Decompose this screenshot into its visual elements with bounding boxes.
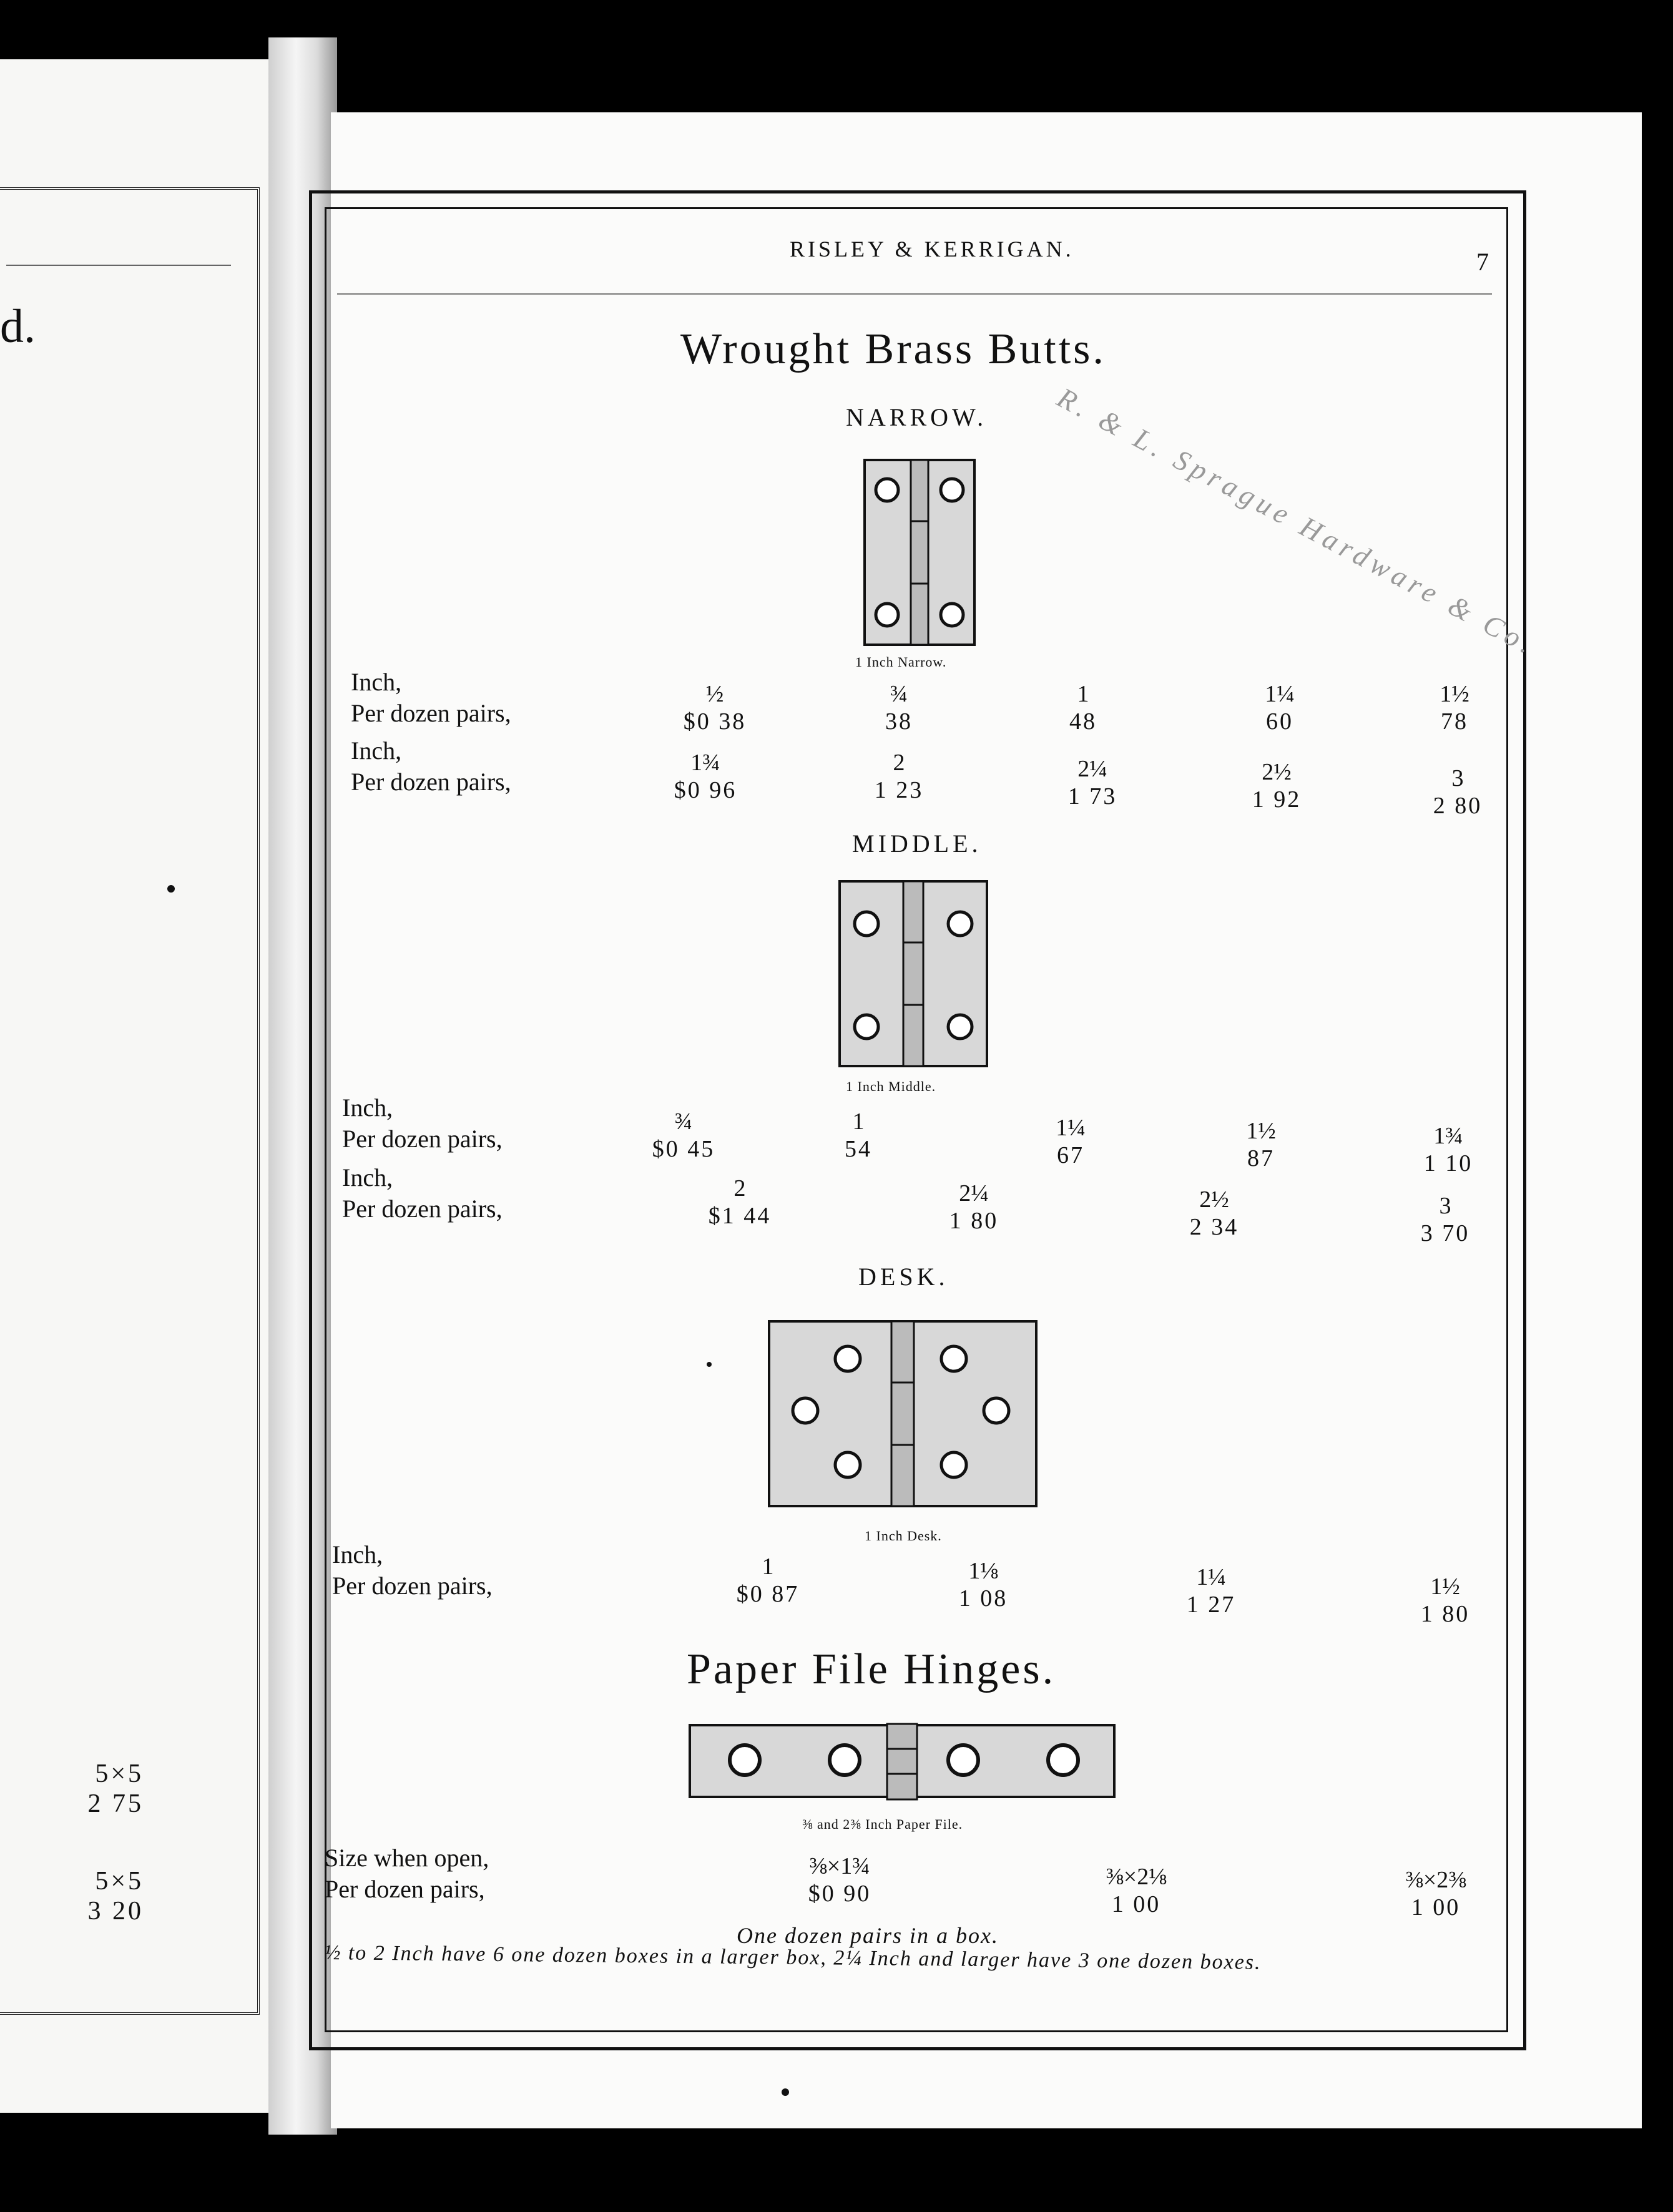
label-size: Inch, [342, 1163, 393, 1192]
narrow-cell [1211, 680, 1348, 735]
paper-file-labels [325, 1843, 489, 1905]
size: 1½ [1440, 681, 1469, 707]
middle-cell [1192, 1117, 1330, 1172]
narrow-cell [830, 680, 968, 735]
owner-stamp: R. & L. Sprague Hardware & Co. [1052, 381, 1543, 662]
narrow-cell [830, 749, 968, 804]
desk-cell [1142, 1564, 1280, 1618]
label-size: Inch, [332, 1540, 383, 1568]
left-value-price: 3 20 [87, 1897, 144, 1926]
narrow-cell [1386, 680, 1523, 735]
size: 1¼ [1265, 681, 1295, 707]
price: 1 08 [958, 1585, 1008, 1612]
desk-cell [699, 1553, 836, 1608]
desk-cell [915, 1557, 1052, 1612]
price: 1 80 [1420, 1601, 1470, 1627]
price: 1 80 [949, 1208, 999, 1234]
size: 2 [733, 1175, 746, 1201]
size: 3 [1439, 1193, 1451, 1219]
caption-middle: 1 Inch Middle. [846, 1079, 936, 1094]
middle-row2-labels [342, 1162, 503, 1225]
size: 1 [762, 1554, 774, 1580]
size: ½ [705, 681, 724, 707]
price: $0 96 [674, 777, 737, 803]
label-size: Inch, [351, 668, 402, 696]
page-title: Wrought Brass Butts. [680, 325, 1106, 373]
size: 1¼ [1196, 1564, 1226, 1590]
size: 2¼ [1077, 756, 1107, 782]
price: 54 [845, 1136, 872, 1162]
size: 1 [852, 1108, 865, 1135]
desk-butt-hinge-illustration [768, 1320, 1038, 1507]
price: $0 87 [736, 1581, 800, 1607]
section-heading-middle: MIDDLE. [852, 830, 982, 858]
size: ¾ [890, 681, 908, 707]
size: 2 [893, 750, 905, 776]
price: 1 92 [1252, 786, 1302, 813]
label-price: Per dozen pairs, [332, 1572, 493, 1600]
left-value-2 [19, 1866, 144, 1926]
speck [782, 2088, 789, 2096]
middle-cell [790, 1108, 927, 1163]
size: 1½ [1430, 1573, 1460, 1600]
price: $0 38 [683, 708, 747, 735]
price: 1 23 [874, 777, 924, 803]
middle-cell [671, 1175, 808, 1230]
narrow-row1-labels [351, 667, 511, 729]
label-price: Per dozen pairs, [342, 1125, 503, 1153]
label-price: Per dozen pairs, [351, 768, 511, 796]
label-price: Per dozen pairs, [325, 1875, 485, 1903]
paper-file-title: Paper File Hinges. [687, 1645, 1056, 1693]
price: 3 70 [1420, 1220, 1470, 1246]
left-value-1 [19, 1759, 144, 1819]
label-size: Inch, [342, 1094, 393, 1122]
box-note: One dozen pairs in a box. [737, 1923, 999, 1948]
left-value-size: 5×5 [95, 1759, 144, 1788]
middle-cell [1002, 1114, 1139, 1169]
size: 2½ [1199, 1187, 1229, 1213]
section-heading-narrow: NARROW. [846, 403, 988, 431]
paper-file-cell [1367, 1866, 1504, 1921]
narrow-cell [646, 680, 783, 735]
price: 1 27 [1186, 1592, 1236, 1618]
price: 67 [1057, 1142, 1084, 1168]
speck [167, 885, 175, 893]
narrow-butt-hinge-illustration [863, 459, 976, 646]
middle-cell [1376, 1192, 1514, 1247]
price: 1 00 [1411, 1894, 1461, 1921]
price: 2 34 [1189, 1214, 1239, 1240]
price: 38 [885, 708, 913, 735]
paper-file-hinge-illustration [689, 1723, 1116, 1801]
desk-cell [1376, 1573, 1514, 1628]
narrow-cell [1014, 680, 1152, 735]
label-price: Per dozen pairs, [351, 699, 511, 727]
middle-butt-hinge-illustration [838, 880, 988, 1067]
middle-row1-labels [342, 1092, 503, 1155]
size: 1¼ [1056, 1115, 1086, 1141]
price: 87 [1247, 1145, 1275, 1172]
label-size: Size when open, [325, 1844, 489, 1872]
size: 1½ [1246, 1118, 1276, 1144]
price: 78 [1441, 708, 1468, 735]
price: 2 80 [1433, 793, 1483, 819]
left-value-size: 5×5 [95, 1867, 144, 1896]
price: 1 73 [1067, 783, 1117, 810]
caption-paper-file: ⅜ and 2⅜ Inch Paper File. [802, 1816, 963, 1832]
price: $0 90 [808, 1881, 871, 1907]
caption-desk: 1 Inch Desk. [865, 1528, 942, 1544]
middle-cell [1380, 1122, 1517, 1177]
price: 60 [1266, 708, 1293, 735]
left-page-fragment: d. [0, 300, 36, 353]
packing-note: ½ to 2 Inch have 6 one dozen boxes in a larger box, 2¼ Inch and larger have 3 one dozen boxes. [324, 1941, 1262, 1974]
middle-cell [1146, 1186, 1283, 1241]
size: 1 [1077, 681, 1089, 707]
size: 3 [1451, 765, 1464, 791]
narrow-row2-labels [351, 735, 511, 798]
price: 48 [1069, 708, 1097, 735]
section-heading-desk: DESK. [858, 1263, 949, 1291]
size: 1¾ [690, 750, 720, 776]
size: 2¼ [959, 1180, 989, 1206]
left-header-rule [6, 265, 231, 266]
size: ¾ [674, 1108, 693, 1135]
size: 1⅛ [968, 1558, 998, 1584]
price: 1 00 [1111, 1891, 1161, 1917]
desk-row1-labels [332, 1539, 493, 1602]
narrow-cell [637, 749, 774, 804]
speck [707, 1362, 712, 1367]
middle-cell [615, 1108, 752, 1163]
narrow-cell [1389, 765, 1526, 820]
size: 2½ [1262, 759, 1292, 785]
size: 1¾ [1433, 1123, 1463, 1149]
price: 1 10 [1423, 1150, 1473, 1177]
label-price: Per dozen pairs, [342, 1195, 503, 1223]
size: ⅜×2⅜ [1405, 1867, 1466, 1893]
running-header: RISLEY & KERRIGAN. [790, 237, 1074, 262]
narrow-cell [1208, 758, 1345, 813]
paper-file-cell [771, 1852, 908, 1907]
header-rule [337, 293, 1492, 295]
size: ⅜×1¾ [809, 1853, 870, 1879]
left-page-frame [0, 187, 260, 2015]
caption-narrow: 1 Inch Narrow. [855, 654, 947, 670]
label-size: Inch, [351, 737, 402, 765]
paper-file-cell [1067, 1863, 1205, 1918]
size: ⅜×2⅛ [1106, 1864, 1167, 1890]
price: $1 44 [708, 1203, 772, 1229]
narrow-cell [1024, 755, 1161, 810]
page-number: 7 [1476, 248, 1489, 276]
left-value-price: 2 75 [87, 1789, 144, 1818]
middle-cell [905, 1180, 1043, 1235]
price: $0 45 [652, 1136, 715, 1162]
